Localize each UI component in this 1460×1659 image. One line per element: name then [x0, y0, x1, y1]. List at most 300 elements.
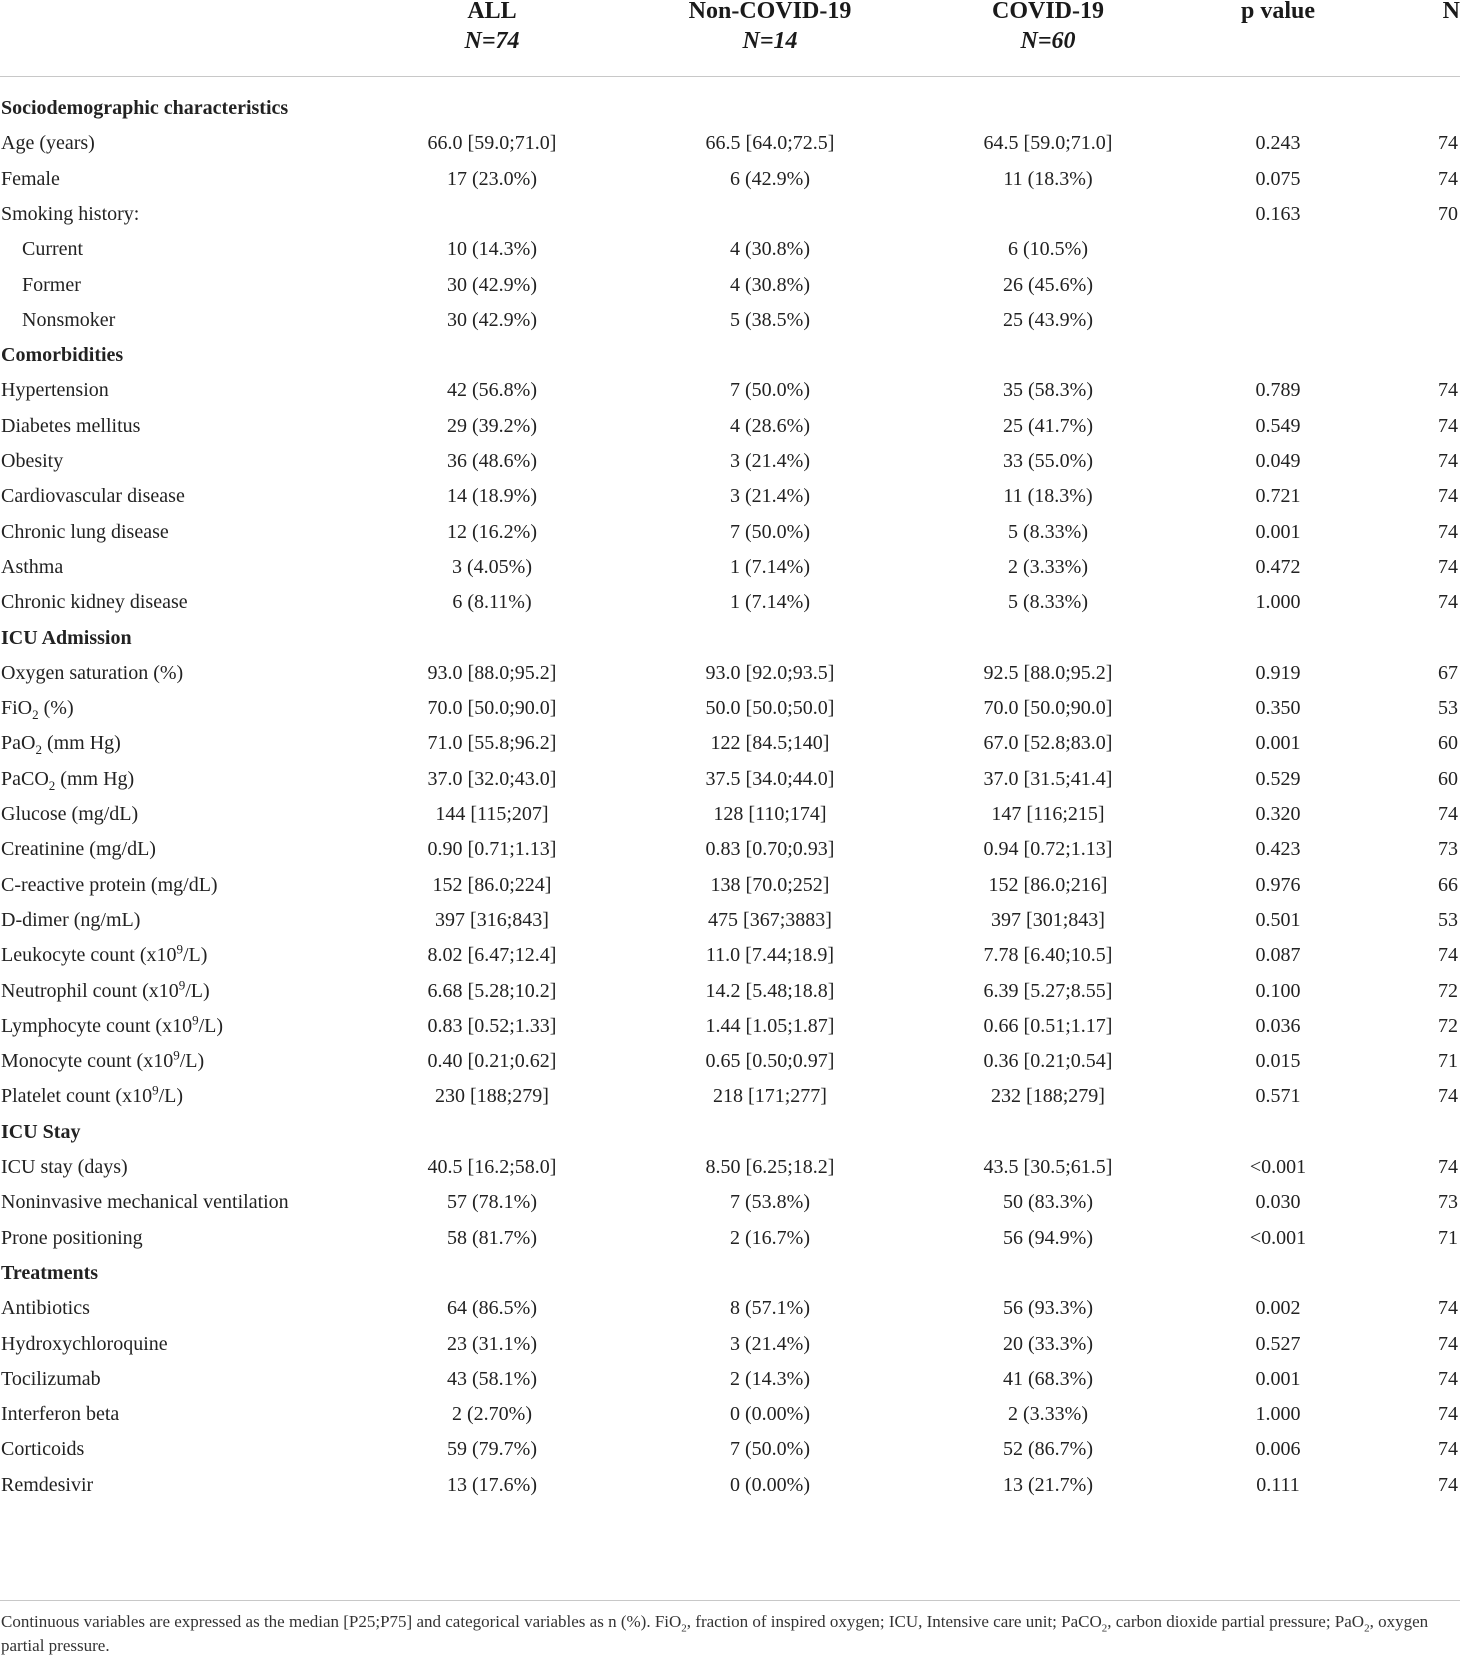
section-title	[1, 337, 123, 374]
cell-p-value: 0.529	[1255, 767, 1301, 790]
cell-p-value: 1.000	[1255, 591, 1301, 614]
row-label-text: Neutrophil count (x10	[1, 979, 179, 1002]
row-label-text: (mm Hg)	[55, 767, 135, 790]
cell-all: 6.68 [5.28;10.2]	[427, 979, 557, 1002]
cell-covid: 50 (83.3%)	[1003, 1191, 1093, 1214]
cell-p-value: 0.320	[1255, 803, 1301, 825]
row-label-text: Noninvasive mechanical ventilation	[1, 1191, 289, 1214]
row-label	[1, 372, 109, 409]
cell-p-value: 0.350	[1255, 697, 1301, 720]
row-label	[1, 161, 60, 198]
row-label-text: /L)	[185, 979, 210, 1002]
cell-non-covid: 1.44 [1.05;1.87]	[705, 1014, 835, 1037]
header-non-covid	[670, 0, 870, 56]
footer-divider	[0, 1600, 1460, 1601]
cell-all: 0.40 [0.21;0.62]	[427, 1050, 557, 1073]
cell-non-covid: 122 [84.5;140]	[710, 732, 830, 755]
row-label	[1, 125, 95, 162]
cell-n: 73	[1438, 1191, 1458, 1214]
cell-n: 74	[1438, 1332, 1458, 1355]
row-label	[1, 725, 121, 762]
table-row	[0, 478, 1460, 515]
cell-all: 66.0 [59.0;71.0]	[427, 132, 557, 155]
row-label	[1, 478, 185, 515]
section-header-row	[0, 620, 1460, 657]
row-label-text: /L)	[183, 944, 208, 967]
row-label-subscript: 2	[35, 742, 42, 758]
cell-non-covid: 0.65 [0.50;0.97]	[705, 1050, 835, 1073]
cell-p-value: 0.549	[1255, 414, 1301, 437]
cell-non-covid: 8.50 [6.25;18.2]	[705, 1156, 835, 1178]
cell-all: 13 (17.6%)	[447, 1473, 537, 1496]
row-label-text: Former	[22, 273, 81, 296]
cell-n: 70	[1438, 202, 1458, 225]
cell-p-value: 0.100	[1255, 979, 1301, 1002]
cell-covid: 397 [301;843]	[991, 908, 1105, 931]
row-label-superscript: 9	[173, 1047, 180, 1063]
table-row	[0, 867, 1460, 904]
cell-p-value: <0.001	[1249, 1156, 1307, 1178]
table-row	[0, 1361, 1460, 1398]
row-label	[22, 302, 115, 339]
row-label	[1, 796, 138, 833]
cell-n: 60	[1438, 767, 1458, 790]
cell-n: 74	[1438, 485, 1458, 508]
cell-all: 93.0 [88.0;95.2]	[427, 661, 557, 684]
cell-p-value: 0.163	[1255, 202, 1301, 225]
row-label	[1, 973, 210, 1010]
table-row	[0, 231, 1460, 268]
row-label-text: Lymphocyte count (x10	[1, 1014, 193, 1037]
cell-p-value: 0.087	[1255, 944, 1301, 967]
cell-non-covid: 4 (30.8%)	[730, 273, 810, 296]
footnote-text: Continuous variables are expressed as the median [P25;P75] and categorical variables as n (%). FiO	[1, 1612, 682, 1631]
cell-p-value: <0.001	[1249, 1226, 1307, 1249]
table-row	[0, 690, 1460, 727]
row-label-text: Monocyte count (x10	[1, 1050, 174, 1073]
table-row	[0, 196, 1460, 233]
row-label-text: Prone positioning	[1, 1226, 143, 1249]
cell-all: 6 (8.11%)	[452, 591, 532, 614]
footnote-sub: 2	[1101, 1622, 1108, 1635]
table-row	[0, 761, 1460, 798]
cell-all: 14 (18.9%)	[447, 485, 537, 508]
row-label-text: Female	[1, 167, 60, 190]
cell-all: 57 (78.1%)	[447, 1191, 537, 1214]
cell-covid: 33 (55.0%)	[1003, 450, 1093, 472]
row-label-text: Corticoids	[1, 1438, 85, 1461]
cell-all: 17 (23.0%)	[447, 167, 537, 190]
cell-covid: 11 (18.3%)	[1003, 167, 1093, 190]
row-label	[1, 690, 74, 727]
row-label-text: Remdesivir	[1, 1473, 94, 1496]
cell-non-covid: 37.5 [34.0;44.0]	[705, 767, 835, 790]
row-label	[1, 1220, 143, 1257]
cell-n: 74	[1438, 167, 1458, 190]
table-row	[0, 302, 1460, 339]
cell-all: 64 (86.5%)	[447, 1297, 537, 1320]
row-label-text: /L)	[179, 1050, 205, 1073]
cell-non-covid: 0 (0.00%)	[730, 1473, 810, 1496]
row-label-text: Treatments	[1, 1261, 99, 1284]
row-label-text: Creatinine (mg/dL)	[1, 838, 156, 861]
header-covid	[948, 0, 1148, 56]
cell-n: 66	[1438, 873, 1458, 896]
table-footnote	[1, 1610, 1451, 1658]
cell-non-covid: 8 (57.1%)	[730, 1297, 810, 1320]
cell-covid: 11 (18.3%)	[1003, 485, 1093, 508]
table-row	[0, 443, 1460, 480]
cell-non-covid: 6 (42.9%)	[730, 167, 810, 190]
row-label	[1, 1361, 101, 1398]
cell-covid: 37.0 [31.5;41.4]	[983, 767, 1113, 790]
header-divider	[0, 76, 1460, 77]
row-label	[1, 831, 156, 868]
row-label-text: ICU Stay	[1, 1120, 81, 1143]
cell-non-covid: 128 [110;174]	[713, 803, 827, 825]
cell-covid: 0.94 [0.72;1.13]	[983, 838, 1113, 861]
cell-non-covid: 50.0 [50.0;50.0]	[705, 697, 835, 720]
cell-covid: 43.5 [30.5;61.5]	[983, 1156, 1113, 1178]
cell-all: 42 (56.8%)	[447, 379, 537, 402]
cell-non-covid: 11.0 [7.44;18.9]	[705, 944, 835, 967]
cell-all: 36 (48.6%)	[447, 450, 537, 472]
row-label-superscript: 9	[178, 976, 186, 992]
row-label-text: C-reactive protein (mg/dL)	[1, 873, 218, 896]
cell-covid: 5 (8.33%)	[1008, 520, 1088, 543]
cell-non-covid: 1 (7.14%)	[730, 555, 810, 578]
cell-all: 70.0 [50.0;90.0]	[427, 697, 557, 720]
cell-all: 71.0 [55.8;96.2]	[427, 732, 557, 755]
table-row	[0, 408, 1460, 445]
row-label-superscript: 9	[152, 1082, 159, 1098]
cell-all: 37.0 [32.0;43.0]	[427, 767, 557, 790]
cell-all: 30 (42.9%)	[447, 273, 537, 296]
row-label-text: PaCO	[1, 767, 49, 790]
cell-n: 67	[1438, 661, 1458, 684]
cell-covid: 7.78 [6.40;10.5]	[983, 944, 1113, 967]
row-label	[1, 1043, 204, 1080]
section-header-row	[0, 1255, 1460, 1292]
table-row	[0, 796, 1460, 833]
cell-covid: 92.5 [88.0;95.2]	[983, 661, 1113, 684]
cell-n: 74	[1438, 520, 1458, 543]
cell-n: 72	[1438, 1014, 1458, 1037]
header-all-n: N=74	[464, 28, 520, 54]
footnote-text: , carbon dioxide partial pressure; PaO	[1107, 1612, 1365, 1631]
row-label-text: Hypertension	[1, 379, 109, 402]
cell-covid: 2 (3.33%)	[1008, 1403, 1088, 1426]
row-label-text: D-dimer (ng/mL)	[1, 908, 141, 931]
cell-p-value: 0.423	[1255, 838, 1301, 861]
cell-non-covid: 475 [367;3883]	[708, 908, 832, 931]
cell-all: 30 (42.9%)	[447, 308, 537, 331]
row-label-text: Hydroxychloroquine	[1, 1332, 168, 1355]
cell-non-covid: 7 (50.0%)	[730, 1438, 810, 1461]
table-row	[0, 831, 1460, 868]
row-label	[22, 231, 83, 268]
cell-p-value: 0.721	[1255, 485, 1301, 508]
cell-n: 74	[1438, 1438, 1458, 1461]
cell-p-value: 0.789	[1255, 379, 1301, 402]
section-title	[1, 1114, 80, 1151]
row-label-superscript: 9	[176, 941, 183, 957]
cell-n: 72	[1438, 979, 1458, 1002]
cell-n: 74	[1438, 1297, 1458, 1320]
row-label-text: Nonsmoker	[22, 308, 116, 331]
row-label	[1, 867, 218, 904]
section-header-row	[0, 337, 1460, 374]
table-row	[0, 372, 1460, 409]
cell-covid: 5 (8.33%)	[1008, 591, 1088, 614]
row-label	[1, 1184, 289, 1221]
row-label-text: Age (years)	[1, 132, 95, 155]
header-p-value: p value	[1240, 0, 1315, 24]
cell-covid: 52 (86.7%)	[1003, 1438, 1093, 1461]
row-label-superscript: 9	[192, 1012, 199, 1028]
cell-covid: 152 [86.0;216]	[988, 873, 1108, 896]
table-row	[0, 1149, 1460, 1186]
cell-n: 74	[1438, 591, 1458, 614]
row-label-text: Chronic lung disease	[1, 520, 169, 543]
table-row	[0, 655, 1460, 692]
cell-covid: 232 [188;279]	[991, 1085, 1105, 1108]
cell-p-value: 0.001	[1255, 732, 1301, 755]
row-label	[1, 1078, 183, 1115]
row-label	[1, 902, 140, 939]
row-label-subscript: 2	[48, 777, 56, 793]
row-label	[1, 514, 169, 551]
cell-non-covid: 218 [171;277]	[713, 1085, 827, 1108]
cell-n: 53	[1438, 908, 1458, 931]
cell-all: 397 [316;843]	[435, 908, 549, 931]
cell-all: 152 [86.0;224]	[432, 873, 552, 896]
cell-non-covid: 2 (16.7%)	[730, 1226, 810, 1249]
cell-covid: 26 (45.6%)	[1003, 273, 1093, 296]
cell-covid: 25 (41.7%)	[1003, 414, 1093, 437]
cell-all: 12 (16.2%)	[447, 520, 537, 543]
header-all	[392, 0, 592, 56]
cell-all: 3 (4.05%)	[452, 555, 532, 578]
cell-covid: 25 (43.9%)	[1003, 308, 1093, 331]
table-row	[0, 514, 1460, 551]
cell-covid: 0.36 [0.21;0.54]	[983, 1050, 1113, 1073]
cell-covid: 56 (94.9%)	[1003, 1226, 1093, 1249]
footnote-text: , oxygen partial pressure.	[1, 1612, 1429, 1655]
cell-all: 10 (14.3%)	[447, 238, 537, 261]
table-row	[0, 1184, 1460, 1221]
cell-covid: 41 (68.3%)	[1003, 1367, 1093, 1390]
row-label	[1, 196, 139, 233]
cell-all: 40.5 [16.2;58.0]	[427, 1156, 557, 1178]
row-label	[1, 1326, 168, 1363]
cell-non-covid: 1 (7.14%)	[730, 591, 810, 614]
row-label-text: /L)	[198, 1014, 224, 1037]
row-label	[1, 1467, 93, 1504]
row-label-text: Platelet count (x10	[1, 1085, 153, 1108]
cell-n: 74	[1438, 450, 1458, 472]
row-label-text: Obesity	[1, 450, 64, 472]
table-row	[0, 549, 1460, 586]
cell-non-covid: 93.0 [92.0;93.5]	[705, 661, 835, 684]
table-row	[0, 1467, 1460, 1504]
table-row	[0, 902, 1460, 939]
header-non-covid-title: Non-COVID-19	[688, 0, 852, 24]
table-row	[0, 1290, 1460, 1327]
cell-n: 74	[1438, 1473, 1458, 1496]
cell-all: 43 (58.1%)	[447, 1367, 537, 1390]
cell-covid: 6 (10.5%)	[1008, 238, 1088, 261]
cell-p-value: 0.243	[1255, 132, 1301, 155]
table-row	[0, 1431, 1460, 1468]
cell-p-value: 0.527	[1255, 1332, 1301, 1355]
cell-p-value: 0.002	[1255, 1297, 1301, 1320]
cell-all: 144 [115;207]	[435, 803, 549, 825]
cell-n: 71	[1438, 1226, 1458, 1249]
cell-covid: 20 (33.3%)	[1003, 1332, 1093, 1355]
table-row	[0, 1008, 1460, 1045]
cell-covid: 67.0 [52.8;83.0]	[983, 732, 1113, 755]
row-label-text: FiO	[1, 697, 33, 720]
cell-n: 74	[1438, 1367, 1458, 1390]
table-row	[0, 1326, 1460, 1363]
row-label-text: Cardiovascular disease	[1, 485, 185, 508]
cell-n: 71	[1438, 1050, 1458, 1073]
cell-covid: 64.5 [59.0;71.0]	[983, 132, 1113, 155]
header-all-title: ALL	[467, 0, 517, 24]
cell-p-value: 0.501	[1255, 908, 1301, 931]
section-header-row	[0, 90, 1460, 127]
cell-non-covid: 5 (38.5%)	[730, 308, 810, 331]
cell-p-value: 0.919	[1255, 661, 1301, 684]
cell-non-covid: 3 (21.4%)	[730, 485, 810, 508]
cell-p-value: 0.571	[1255, 1085, 1301, 1108]
row-label-text: Sociodemographic characteristics	[1, 97, 289, 119]
table-row	[0, 973, 1460, 1010]
table-row	[0, 161, 1460, 198]
cell-n: 74	[1438, 555, 1458, 578]
cell-p-value: 0.075	[1255, 167, 1301, 190]
cell-covid: 2 (3.33%)	[1008, 555, 1088, 578]
cell-p-value: 0.472	[1255, 555, 1301, 578]
cell-covid: 6.39 [5.27;8.55]	[983, 979, 1113, 1002]
section-title	[1, 1255, 98, 1292]
cell-covid: 35 (58.3%)	[1003, 379, 1093, 402]
row-label	[1, 584, 188, 621]
row-label-text: (mm Hg)	[41, 732, 121, 755]
table-row	[0, 584, 1460, 621]
row-label-text: Current	[22, 238, 84, 261]
header-n: N	[1442, 0, 1460, 24]
cell-n: 74	[1438, 132, 1458, 155]
cell-n: 60	[1438, 732, 1458, 755]
row-label-subscript: 2	[32, 707, 39, 723]
row-label-text: Leukocyte count (x10	[1, 944, 177, 967]
cell-non-covid: 138 [70.0;252]	[710, 873, 830, 896]
row-label-text: Chronic kidney disease	[1, 591, 188, 614]
table-row	[0, 1043, 1460, 1080]
row-label	[1, 655, 183, 692]
row-label-text: Tocilizumab	[1, 1367, 101, 1390]
cell-all: 2 (2.70%)	[452, 1403, 532, 1426]
section-title	[1, 90, 288, 127]
cell-p-value: 0.001	[1255, 520, 1301, 543]
cell-n: 74	[1438, 379, 1458, 402]
row-label-text: Glucose (mg/dL)	[1, 803, 139, 825]
cell-non-covid: 4 (30.8%)	[730, 238, 810, 261]
row-label-text: ICU stay (days)	[1, 1156, 128, 1178]
row-label-text: Comorbidities	[1, 344, 124, 367]
table-row	[0, 725, 1460, 762]
row-label-text: Antibiotics	[1, 1297, 90, 1320]
row-label-text: Smoking history:	[1, 202, 140, 225]
cell-covid: 0.66 [0.51;1.17]	[983, 1014, 1113, 1037]
header-covid-title: COVID-19	[992, 0, 1104, 24]
cell-non-covid: 7 (53.8%)	[730, 1191, 810, 1214]
row-label-text: Diabetes mellitus	[1, 414, 141, 437]
cell-all: 230 [188;279]	[435, 1085, 549, 1108]
cell-non-covid: 0.83 [0.70;0.93]	[705, 838, 835, 861]
cell-non-covid: 7 (50.0%)	[730, 520, 810, 543]
cell-n: 53	[1438, 697, 1458, 720]
row-label-text: PaO	[1, 732, 36, 755]
row-label	[1, 1396, 119, 1433]
cell-non-covid: 3 (21.4%)	[730, 1332, 810, 1355]
table-row	[0, 937, 1460, 974]
cell-all: 59 (79.7%)	[447, 1438, 537, 1461]
row-label-text: (%)	[38, 697, 74, 720]
header-non-covid-n: N=14	[742, 28, 798, 54]
row-label	[1, 443, 63, 480]
row-label	[1, 408, 140, 445]
cell-non-covid: 2 (14.3%)	[730, 1367, 810, 1390]
row-label	[1, 1431, 84, 1468]
cell-n: 74	[1438, 1085, 1458, 1108]
cell-n: 74	[1438, 1403, 1458, 1426]
cell-p-value: 1.000	[1255, 1403, 1301, 1426]
cell-p-value: 0.049	[1255, 450, 1301, 472]
row-label	[22, 267, 81, 304]
cell-all: 23 (31.1%)	[447, 1332, 537, 1355]
cell-p-value: 0.006	[1255, 1438, 1301, 1461]
row-label	[1, 1008, 223, 1045]
cell-p-value: 0.001	[1255, 1367, 1301, 1390]
footnote-sub: 2	[1364, 1622, 1370, 1635]
row-label-text: Asthma	[1, 555, 64, 578]
table-row	[0, 1396, 1460, 1433]
row-label-text: Oxygen saturation (%)	[1, 661, 184, 684]
cell-all: 58 (81.7%)	[447, 1226, 537, 1249]
cell-p-value: 0.030	[1255, 1191, 1301, 1214]
cell-n: 74	[1438, 414, 1458, 437]
row-label-text: Interferon beta	[1, 1403, 120, 1426]
cell-covid: 13 (21.7%)	[1003, 1473, 1093, 1496]
cell-p-value: 0.036	[1255, 1014, 1301, 1037]
row-label	[1, 1149, 128, 1186]
cell-p-value: 0.015	[1255, 1050, 1301, 1073]
row-label	[1, 549, 63, 586]
cell-covid: 70.0 [50.0;90.0]	[983, 697, 1113, 720]
cell-non-covid: 0 (0.00%)	[730, 1403, 810, 1426]
cell-all: 8.02 [6.47;12.4]	[427, 944, 557, 967]
cell-all: 0.90 [0.71;1.13]	[427, 838, 557, 861]
cell-covid: 56 (93.3%)	[1003, 1297, 1093, 1320]
row-label	[1, 937, 207, 974]
table-row	[0, 1078, 1460, 1115]
row-label-text: ICU Admission	[1, 626, 132, 649]
table-row	[0, 267, 1460, 304]
cell-non-covid: 14.2 [5.48;18.8]	[705, 979, 835, 1002]
